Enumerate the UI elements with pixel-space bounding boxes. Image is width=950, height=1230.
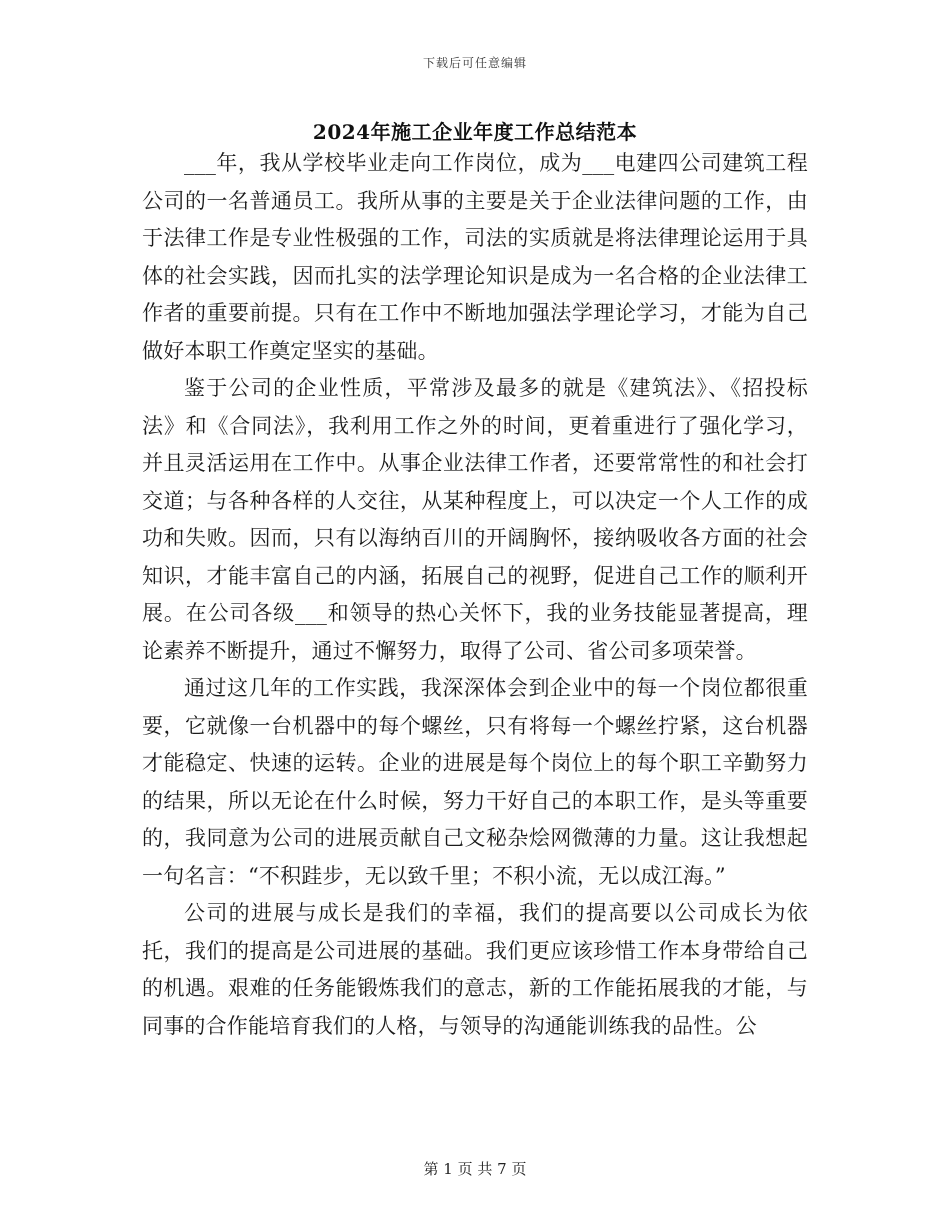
document-title: 2024年施工企业年度工作总结范本 xyxy=(312,120,638,144)
paragraph-3: 通过这几年的工作实践，我深深体会到企业中的每一个岗位都很重要，它就像一台机器中的每个螺丝，只有将每一个螺丝拧紧，这台机器才能稳定、快速的运转。企业的进展是每个岗位上的每个职工辛勤努力的结果，所以无论在什么时候，努力干好自己的本职工作，是头等重要的，我同意为公司的进展贡献自己文秘杂烩网微薄的力量。这让我想起一句名言：“不积跬步，无以致千里；不积小流，无以成江海。” xyxy=(142,676,808,888)
page-number: 第 1 页 共 7 页 xyxy=(423,1160,527,1178)
paragraph-4: 公司的进展与成长是我们的幸福，我们的提高要以公司成长为依托，我们的提高是公司进展的基础。我们更应该珍惜工作本身带给自己的机遇。艰难的任务能锻炼我们的意志，新的工作能拓展我的才能，与同事的合作能培育我们的人格，与领导的沟通能训练我的品性。公 xyxy=(142,901,808,1038)
paragraph-2: 鉴于公司的企业性质，平常涉及最多的就是《建筑法》、《招投标法》和《合同法》，我利用工作之外的时间，更着重进行了强化学习，并且灵活运用在工作中。从事企业法律工作者，还要常常性的和社会打交道；与各种各样的人交往，从某种程度上，可以决定一个人工作的成功和失败。因而，只有以海纳百川的开阔胸怀，接纳吸收各方面的社会知识，才能丰富自己的内涵，拓展自己的视野，促进自己工作的顺利开展。在公司各级___和领导的热心关怀下，我的业务技能显著提高，理论素养不断提升，通过不懈努力，取得了公司、省公司多项荣誉。 xyxy=(142,376,808,663)
document-body xyxy=(142,145,808,1045)
paragraph-1: ___年，我从学校毕业走向工作岗位，成为___电建四公司建筑工程公司的一名普通员工。我所从事的主要是关于企业法律问题的工作，由于法律工作是专业性极强的工作，司法的实质就是将法律理论运用于具体的社会实践，因而扎实的法学理论知识是成为一名合格的企业法律工作者的重要前提。只有在工作中不断地加强法学理论学习，才能为自己做好本职工作奠定坚实的基础。 xyxy=(142,151,808,363)
page-header-note: 下载后可任意编辑 xyxy=(422,56,527,70)
